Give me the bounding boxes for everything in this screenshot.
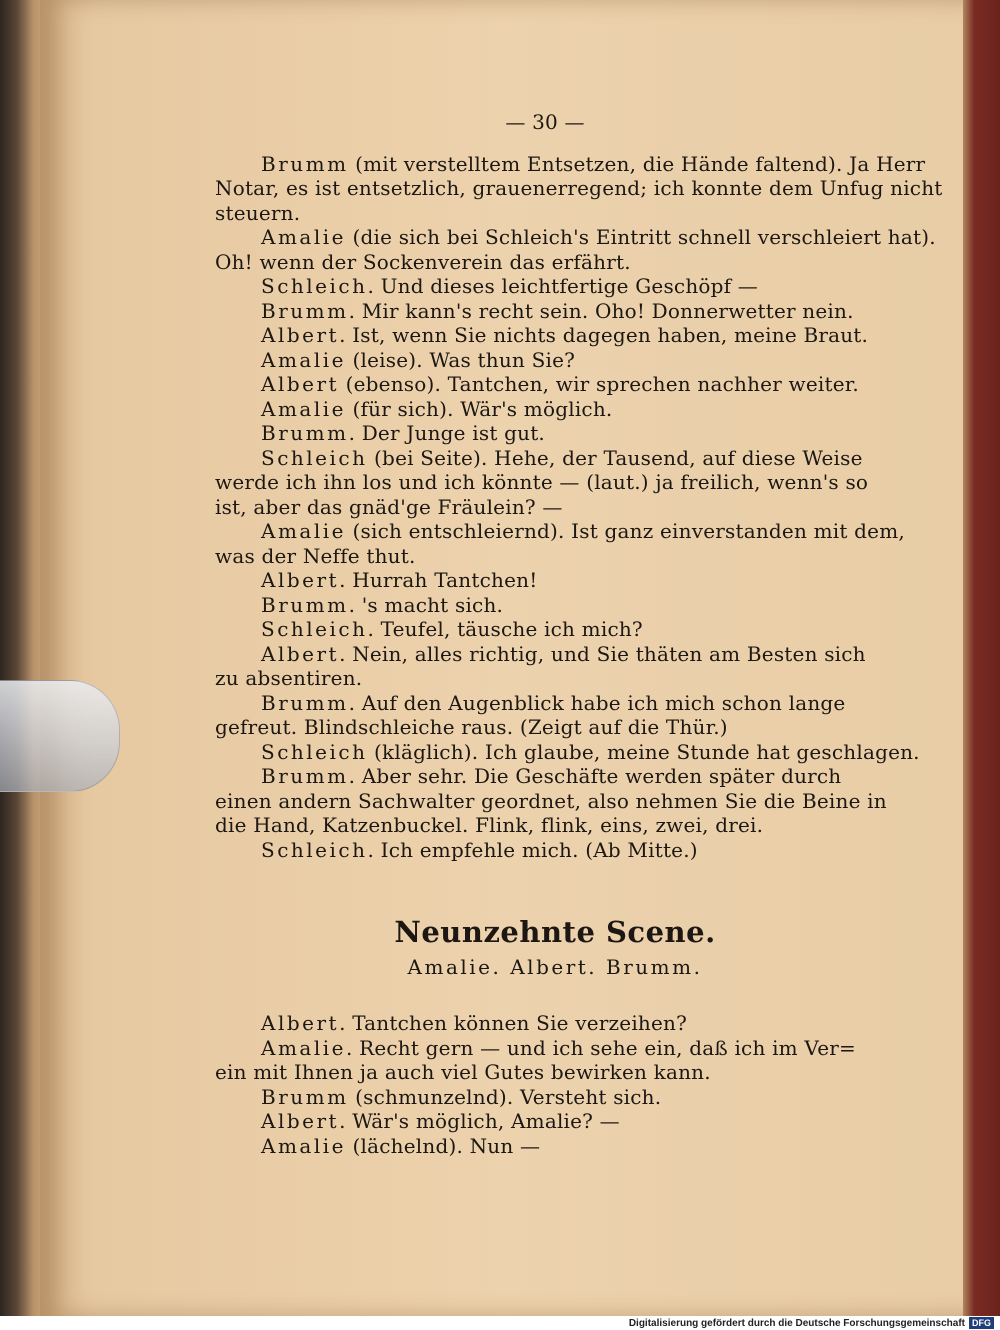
text-line [215,1011,895,1036]
line-text: zu absentiren. [215,666,363,690]
dialogue-block-1 [215,151,943,863]
line-text: . Ist, wenn Sie nichts dagegen haben, meine Braut. [339,323,869,347]
line-text: (bei Seite). Hehe, der Tausend, auf diese Weise [367,445,863,470]
line-text: . Nein, alles richtig, und Sie thäten am Besten sich [339,641,866,666]
text-line [215,397,895,422]
text-line [215,568,895,593]
text-line [215,323,895,348]
text-line [215,1060,895,1085]
line-text: . Ich empfehle mich. (Ab Mitte.) [367,837,698,862]
text-line [215,642,895,667]
dialogue-block-2 [215,1011,895,1158]
book-right-edge [963,0,1000,1316]
line-text: (mit verstelltem Entsetzen, die Hände faltend). Ja Herr [348,151,926,176]
scene-cast: Amalie. Albert. Brumm. [407,954,703,979]
text-line [215,813,895,838]
speaker-name: Brumm [261,764,349,788]
scene-title: Neunzehnte Scene. [394,915,716,949]
speaker-name: Albert [261,1011,340,1035]
line-text: . Mir kann's recht sein. Oho! Donnerwetter nein. [348,298,854,323]
line-text: was der Neffe thut. [215,543,416,568]
line-text: die Hand, Katzenbuckel. Flink, flink, eins, zwei, drei. [215,813,764,837]
line-text: (ebenso). Tantchen, wir sprechen nachher weiter. [339,372,859,396]
line-text: . Aber sehr. Die Geschäfte werden später durch [348,764,842,788]
line-text: gefreut. Blindschleiche raus. (Zeigt auf die Thür.) [215,715,728,739]
speaker-name: Albert [261,568,340,592]
line-text: ein mit Ihnen ja auch viel Gutes bewirken kann. [215,1060,711,1084]
line-text: (leise). Was thun Sie? [345,347,576,372]
speaker-name: Brumm [261,592,349,617]
line-text: (für sich). Wär's möglich. [345,396,613,421]
text-line [215,201,895,226]
line-text: werde ich ihn los und ich könnte — (laut.) ja freilich, wenn's so [215,470,869,494]
text-line [215,470,895,495]
speaker-name: Brumm [261,151,349,176]
text-line [215,176,943,201]
line-text: Notar, es ist entsetzlich, grauenerregend; ich konnte dem Unfug nicht [215,176,943,200]
speaker-name: Brumm [261,421,349,445]
speaker-name: Amalie [261,225,346,249]
line-text: Oh! wenn der Sockenverein das erfährt. [215,249,631,274]
text-line [215,495,895,520]
line-text: (lächelnd). Nun — [345,1133,541,1158]
line-text: . Teufel, täusche ich mich? [367,617,643,641]
text-line [215,617,895,642]
speaker-name: Amalie [261,347,346,372]
text-line [215,151,926,177]
line-text: . Tantchen können Sie verzeihen? [339,1011,688,1035]
line-text: (die sich bei Schleich's Eintritt schnell verschleiert hat). [345,225,936,249]
speaker-name: Albert [261,323,340,347]
speaker-name: Brumm [261,298,349,323]
text-line [215,225,936,250]
text-line [215,764,895,789]
text-line [215,348,895,373]
speaker-name: Amalie [261,396,346,421]
line-text: . Auf den Augenblick habe ich mich schon lange [348,690,846,715]
line-text: (kläglich). Ich glaube, meine Stunde hat geschlagen. [367,739,920,764]
line-text: einen andern Sachwalter geordnet, also nehmen Sie die Beine in [215,788,887,813]
text-line [215,519,905,544]
text-line [215,372,895,397]
text-line [215,593,895,618]
footer-bar [0,1316,1000,1330]
speaker-name: Brumm [261,1084,349,1109]
text-line [215,789,895,814]
speaker-name: Amalie [261,1133,346,1158]
text-line [215,838,895,863]
line-text: . Wär's möglich, Amalie? — [339,1109,620,1133]
footer-text: Digitalisierung gefördert durch die Deutsche Forschungsgemeinschaft [628,1317,965,1329]
speaker-name: Albert [261,372,340,396]
speaker-name: Schleich [261,617,368,641]
text-line [215,739,920,765]
speaker-name: Amalie [261,1035,346,1060]
page-number: — 30 — [505,110,585,134]
line-text: . 's macht sich. [348,592,504,617]
text-line [215,250,895,275]
line-text: . Der Junge ist gut. [348,421,545,445]
text-line [215,544,895,569]
speaker-name: Schleich [261,274,368,298]
text-line [215,274,895,299]
page-text [215,110,943,1158]
speaker-name: Amalie [261,519,346,543]
line-text: (schmunzelnd). Versteht sich. [348,1084,662,1109]
page-clip [0,680,120,792]
line-text: steuern. [215,200,301,225]
text-line [215,1036,895,1061]
speaker-name: Brumm [261,690,349,715]
dfg-logo: DFG [969,1317,994,1329]
line-text: . Recht gern — und ich sehe ein, daß ich im Ver= [345,1035,856,1060]
line-text: (sich entschleiernd). Ist ganz einverstanden mit dem, [345,519,905,543]
text-line [215,1085,895,1110]
line-text: ist, aber das gnäd'ge Fräulein? — [215,494,563,519]
text-line [215,299,895,324]
text-line [215,1134,895,1159]
speaker-name: Schleich [261,739,368,764]
speaker-name: Albert [261,641,340,666]
text-line [215,421,895,446]
line-text: . Hurrah Tantchen! [339,568,538,592]
text-line [215,666,895,691]
text-line [215,691,895,716]
speaker-name: Albert [261,1109,340,1133]
text-line [215,715,895,740]
line-text: . Und dieses leichtfertige Geschöpf — [367,274,759,298]
speaker-name: Schleich [261,445,368,470]
speaker-name: Schleich [261,837,368,862]
text-line [215,446,895,471]
text-line [215,1109,895,1134]
